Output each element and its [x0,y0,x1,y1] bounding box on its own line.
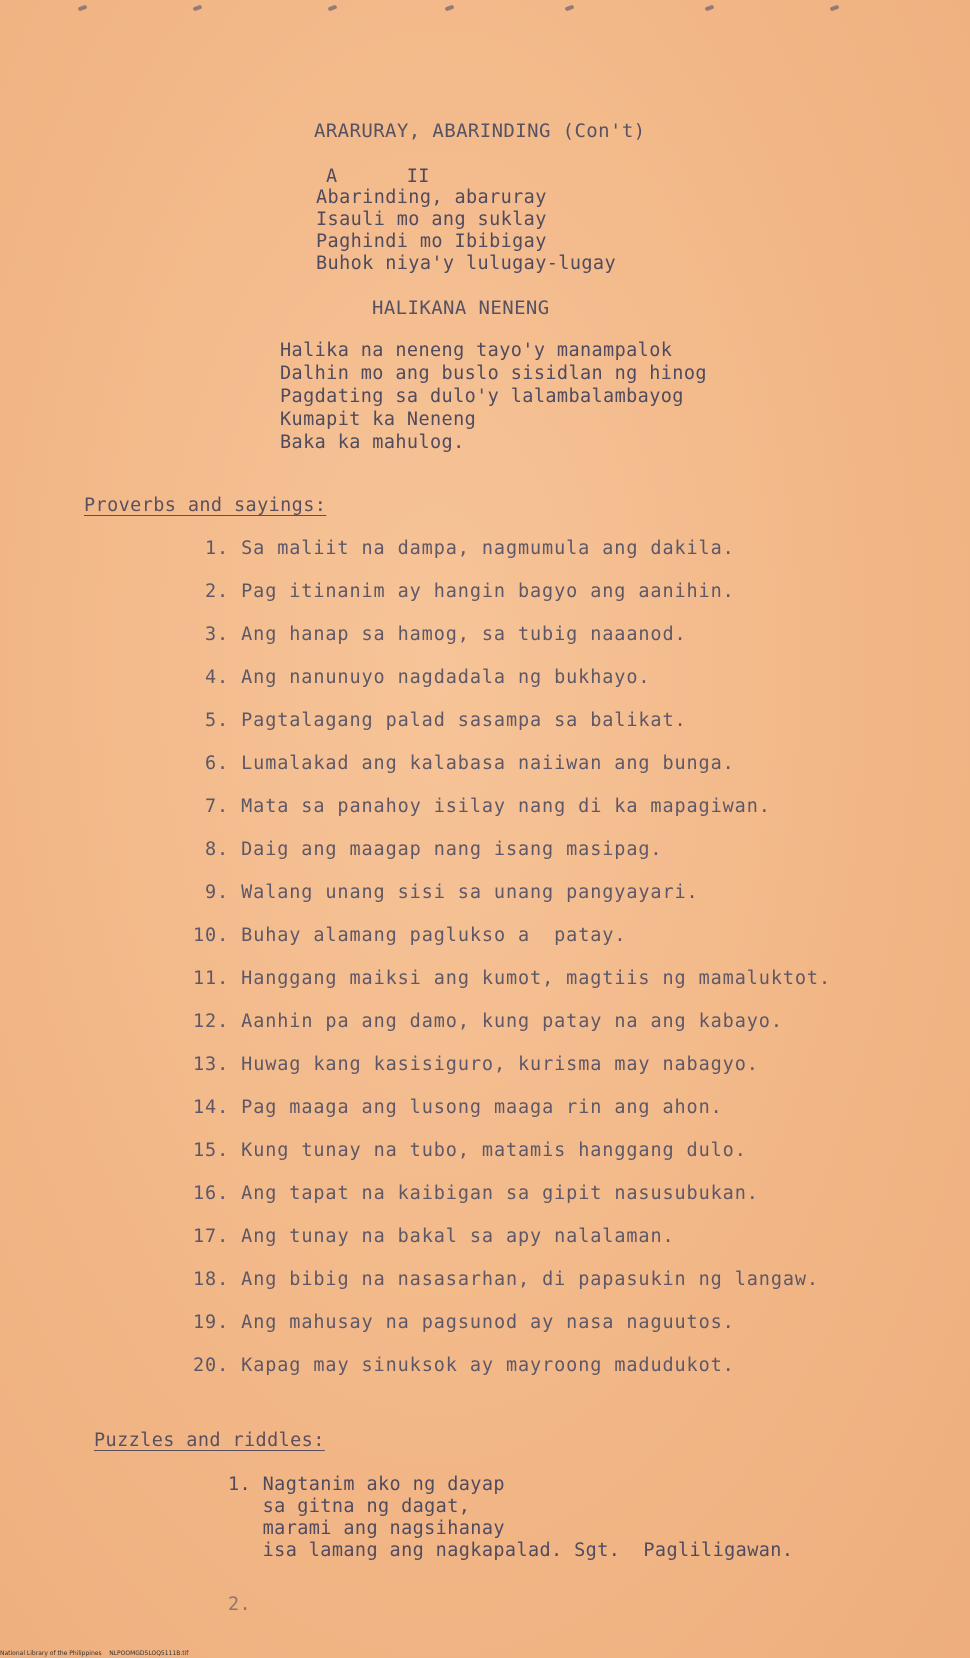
song1-line: Isauli mo ang suklay [316,209,547,230]
proverb-item: 8. Daig ang maagap nang isang masipag. [205,839,663,860]
proverb-item: 4. Ang nanunuyo nagdadala ng bukhayo. [205,667,651,688]
proverb-item: 10. Buhay alamang paglukso a patay. [193,925,627,946]
riddles-heading: Puzzles and riddles: [94,1430,325,1451]
song2-line: Dalhin mo ang buslo sisidlan ng hinog [280,363,707,384]
proverb-item: 9. Walang unang sisi sa unang pangyayari. [205,882,699,903]
proverb-item: 2. Pag itinanim ay hangin bagyo ang aanihin. [205,581,735,602]
edge-mark [705,5,715,12]
proverb-item: 11. Hanggang maiksi ang kumot, magtiis ng mamaluktot. [193,968,832,989]
proverb-item: 19. Ang mahusay na pagsunod ay nasa naguutos. [193,1312,735,1333]
proverb-item: 7. Mata sa panahoy isilay nang di ka mapagiwan. [205,796,771,817]
top-edge-marks [0,0,970,40]
edge-mark [328,5,338,12]
edge-mark [565,5,575,12]
edge-mark [193,5,203,12]
song2-line: Kumapit ka Neneng [280,409,477,430]
riddle-line: isa lamang ang nagkapalad. Sgt. Pagliligawan. [228,1540,794,1561]
proverbs-heading: Proverbs and sayings: [84,495,327,516]
edge-mark [78,5,88,12]
song2-line: Pagdating sa dulo'y lalambalambayog [280,386,684,407]
song2-title: HALIKANA NENENG [372,297,550,319]
proverb-item: 16. Ang tapat na kaibigan sa gipit nasusubukan. [193,1183,759,1204]
song2-line: Halika na neneng tayo'y manampalok [280,340,673,361]
edge-mark [445,5,455,12]
proverb-item: 3. Ang hanap sa hamog, sa tubig naaanod. [205,624,687,645]
riddle-line: marami ang nagsihanay [228,1518,505,1539]
proverb-item: 12. Aanhin pa ang damo, kung patay na ang kabayo. [193,1011,783,1032]
song2-line: Baka ka mahulog. [280,432,465,453]
proverb-item: 15. Kung tunay na tubo, matamis hanggang dulo. [193,1140,747,1161]
song1-line: Buhok niya'y lulugay-lugay [316,253,616,274]
proverb-item: 18. Ang bibig na nasasarhan, di papasukin ng langaw. [193,1269,819,1290]
riddle-line: sa gitna ng dagat, [228,1496,471,1517]
proverb-item: 1. Sa maliit na dampa, nagmumula ang dakila. [205,538,735,559]
proverb-item: 14. Pag maaga ang lusong maaga rin ang ahon. [193,1097,723,1118]
riddle-item-2-number: 2. [228,1594,252,1615]
proverb-item: 17. Ang tunay na bakal sa apy nalalaman. [193,1226,675,1247]
song1-line: Paghindi mo Ibibigay [316,231,547,252]
archive-footer: National Library of the Philippines NLPOOMGD5LOQ5111B.tif [0,1650,189,1657]
proverb-item: 6. Lumalakad ang kalabasa naiiwan ang bunga. [205,753,735,774]
proverb-item: 20. Kapag may sinuksok ay mayroong madudukot. [193,1355,735,1376]
proverb-item: 5. Pagtalagang palad sasampa sa balikat. [205,710,687,731]
song1-title: ARARURAY, ABARINDING (Con't) [314,120,646,142]
riddle-line: 1. Nagtanim ako ng dayap [228,1474,505,1495]
edge-mark [830,5,840,12]
proverb-item: 13. Huwag kang kasisiguro, kurisma may nabagyo. [193,1054,759,1075]
song1-part-label: A II [326,166,430,187]
song1-line: Abarinding, abaruray [316,187,547,208]
